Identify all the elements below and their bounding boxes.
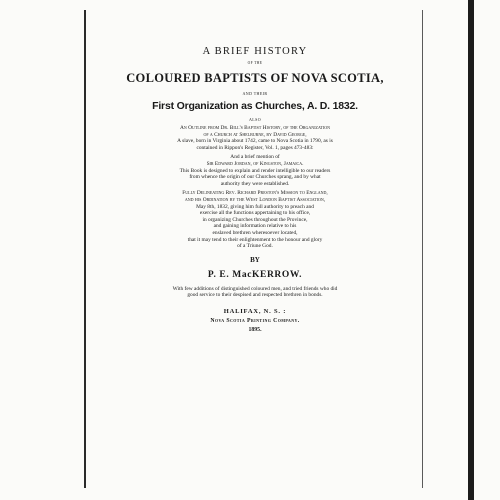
mission-line: May 8th, 1832, giving him full authority to preach and xyxy=(196,203,314,210)
title-line-3: First Organization as Churches, A. D. 1832. xyxy=(152,100,358,112)
outline-line: of a Church at Shelburne, by David George, xyxy=(203,131,307,138)
imprint-printer: Nova Scotia Printing Company. xyxy=(210,317,300,324)
mention-line: authority they were established. xyxy=(220,180,290,187)
by-label: BY xyxy=(250,255,260,264)
mention-line: from whence the origin of our Churches sprang, and by what xyxy=(189,174,321,181)
title-line-2: COLOURED BAPTISTS OF NOVA SCOTIA, xyxy=(126,71,384,85)
mission-line: exercise all the functions appertaining to his office, xyxy=(199,210,311,217)
additions-line: good service to their despised and respected brethren in bonds. xyxy=(187,292,323,299)
mention-line: This Book is designed to explain and render intelligible to our readers xyxy=(179,167,331,174)
mission-line: and gaining information relative to his xyxy=(213,223,297,230)
title-of-the: OF THE xyxy=(247,61,263,65)
imprint-year: 1895. xyxy=(248,326,262,333)
title-and-their: AND THEIR xyxy=(242,91,268,96)
mission-line: Fully Delineating Rev. Richard Preston's Mission to England, xyxy=(182,190,328,197)
mission-line: that it may tend to their enlightenment to the honour and glory xyxy=(187,236,323,243)
author-name: P. E. MacKERROW. xyxy=(207,269,303,280)
also-label: ALSO xyxy=(248,117,262,122)
imprint-city: HALIFAX, N. S. : xyxy=(223,307,287,315)
title-line-1: A BRIEF HISTORY xyxy=(202,46,308,57)
mission-line: of a Triune God. xyxy=(237,243,273,250)
outline-line: A slave, born in Virginia about 1742, came to Nova Scotia in 1790, as is xyxy=(177,138,333,145)
additions-line: With few additions of distinguished coloured men, and tried friends who did xyxy=(172,285,338,292)
mention-line: And a brief mention of xyxy=(230,154,280,161)
mission-line: enslaved brethren wheresoever located, xyxy=(212,229,298,236)
mission-paragraph xyxy=(123,190,387,249)
outline-paragraph xyxy=(124,125,386,151)
outline-line: contained in Rippon's Register, Vol. 1, pages 473-483: xyxy=(196,144,314,151)
scan-edge-bar xyxy=(468,0,474,500)
title-page xyxy=(92,46,418,333)
additions-paragraph xyxy=(121,286,389,299)
outline-line: An Outline from Dr. Bill's Baptist History, of the Organization xyxy=(180,125,330,131)
mission-line: and his Ordination by the West London Baptist Association, xyxy=(184,196,326,203)
mention-line: Sir Edward Jordan, of Kingston, Jamaica. xyxy=(206,160,304,167)
mission-line: in organizing Churches throughout the Province, xyxy=(202,216,308,223)
mention-paragraph xyxy=(124,154,386,187)
